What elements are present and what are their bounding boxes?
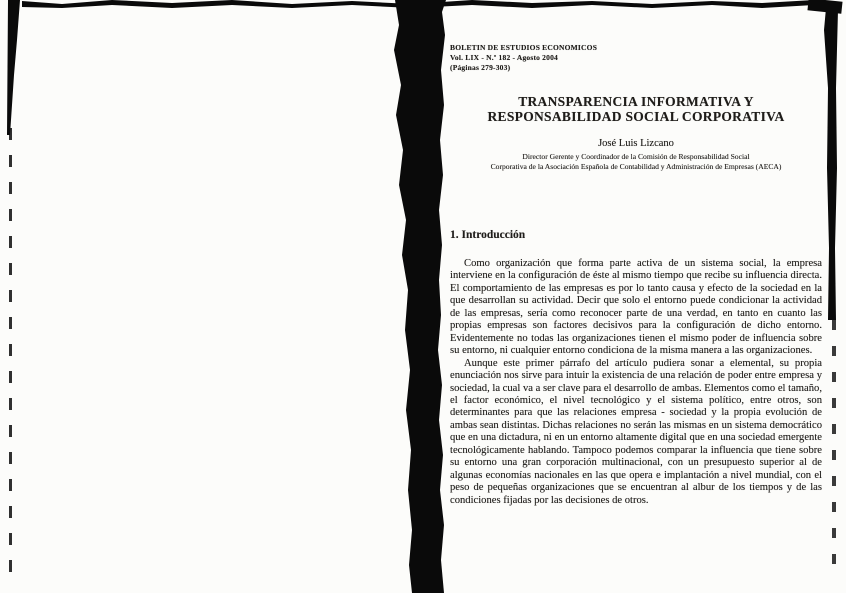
journal-name: BOLETIN DE ESTUDIOS ECONOMICOS [450,43,598,52]
scan-right-edge-dashes [832,320,836,570]
article-title-line2: RESPONSABILIDAD SOCIAL CORPORATIVA [487,109,785,124]
book-gutter-shadow [386,0,450,593]
right-page [450,43,822,507]
section-heading: 1. Introducción [450,229,526,241]
journal-issue: Vol. LIX - N.º 182 - Agosto 2004 [450,53,558,62]
affiliation-line1: Director Gerente y Coordinador de la Comisión de Responsabilidad Social [522,152,750,161]
affiliation-line2: Corporativa de la Asociación Española de Contabilidad y Administración de Empresas (AECA) [490,161,782,171]
journal-pages: (Páginas 279-303) [450,63,511,72]
paragraph: Aunque este primer párrafo del artículo pudiera sonar a elemental, su propia enunciación nos sirve para intuir la existencia de una relación de poder entre empresa y sociedad, la cual va a ser clave para el desarrollo de ambas. Elementos como el tamaño, el factor económico, el nivel tecnológico y el sistema político, entre otros, son determinantes para que las relaciones empresa - sociedad y la propia evolución de ambas sean distintas. Dichas relaciones no serán las mismas en un sistema democrático que en una dictadura, ni en un entorno altamente digital que en una sociedad emergente tecnológicamente hablando. Tampoco podemos comparar la influencia que tiene sobre su entorno una gran corporación multinacional, con un presupuesto superior al de algunas economías nacionales en las que opera e implantación a nivel mundial, con el peso de pequeñas organizaciones que se encuentran al albur de los tiempos y de las condiciones fijadas por las decisiones de otros. [450,357,822,506]
article-body [450,258,822,507]
article-title [450,94,822,124]
author-affiliation [450,152,822,171]
scan-right-edge-artifact [823,8,838,320]
article-title-line1: TRANSPARENCIA INFORMATIVA Y [518,94,754,109]
paragraph: Como organización que forma parte activa de un sistema social, la empresa interviene en la configuración de éste al mismo tiempo que recibe su influencia directa. El comportamiento de las empresas es por lo tanto causa y efecto de la sociedad en la que desarrollan su actividad. Decir que solo el entorno puede condicionar la actividad de las empresas, sería como reconocer parte de una verdad, en tanto en cuanto las propias empresas son factores decisivos para la configuración de dicho entorno. Evidentemente no todas las organizaciones tienen el mismo poder de influencia sobre su entorno, ni cualquier entorno condiciona de la misma manera a las organizaciones. [450,258,822,357]
author-name: José Luis Lizcano [598,138,674,149]
left-blank-page [0,0,386,593]
journal-header [450,43,822,73]
